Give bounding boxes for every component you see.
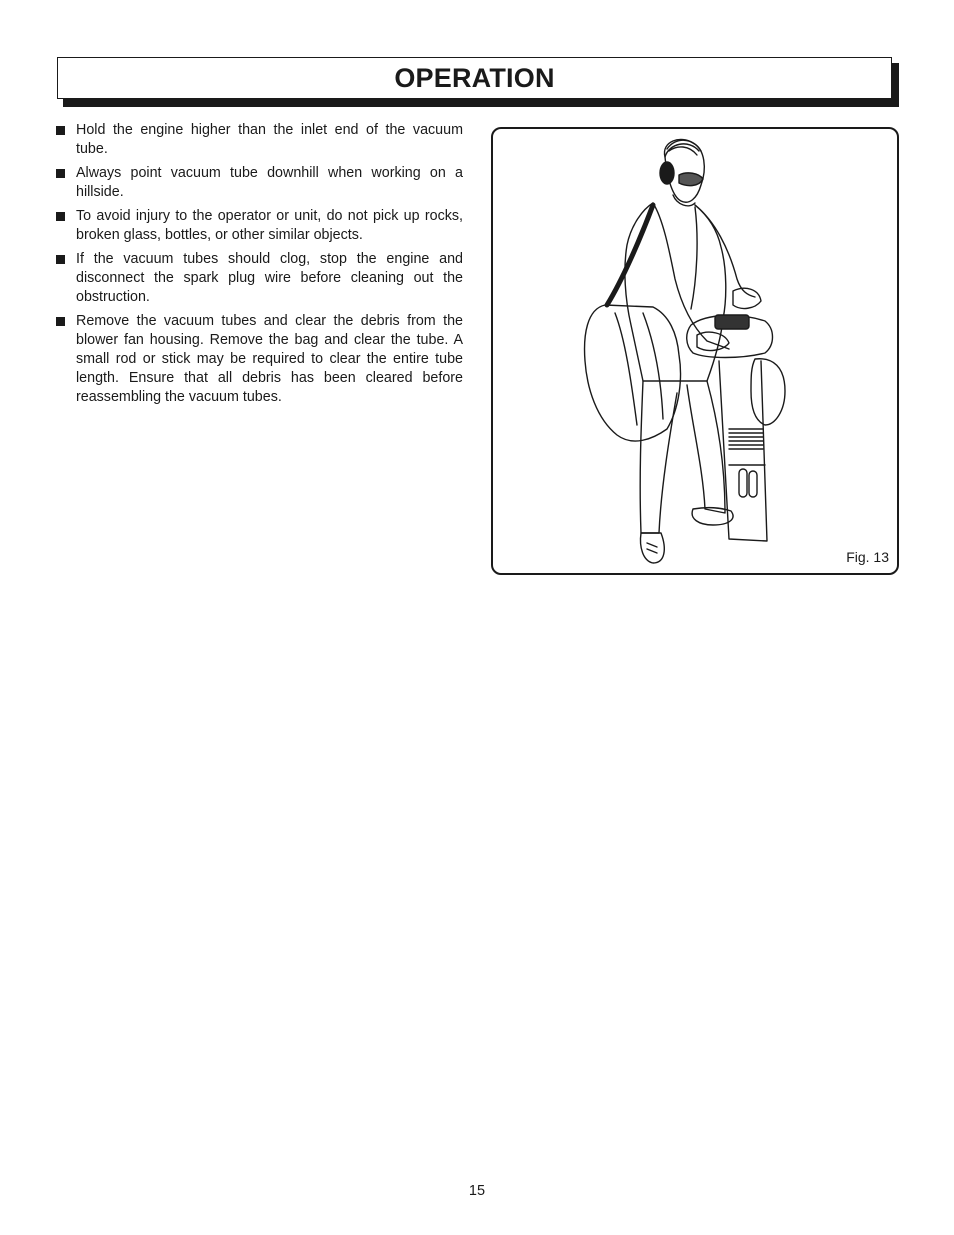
engine-fan	[751, 359, 785, 425]
debris-bag	[585, 305, 681, 441]
list-item-text: To avoid injury to the operator or unit, do not pick up rocks, broken glass, bottles, or other similar objects.	[76, 208, 463, 243]
list-item	[55, 250, 463, 307]
list-item	[55, 164, 463, 202]
figure-frame	[491, 127, 899, 575]
bullet-square-icon	[56, 255, 65, 264]
list-item	[55, 312, 463, 407]
list-item-text: Remove the vacuum tubes and clear the debris from the blower fan housing. Remove the bag and clear the tube. A small rod or stick may be required to clear the entire tube length. Ensure that all debris has been cleared before reassembling the vacuum tubes.	[76, 313, 463, 405]
list-item-text: Hold the engine higher than the inlet end of the vacuum tube.	[76, 122, 463, 157]
right-leg	[687, 381, 725, 513]
list-item-text: Always point vacuum tube downhill when working on a hillside.	[76, 165, 463, 200]
engine-top	[715, 315, 749, 329]
left-shoe	[641, 533, 665, 563]
list-item-text: If the vacuum tubes should clog, stop the engine and disconnect the spark plug wire before cleaning out the obstruction.	[76, 251, 463, 305]
page-number: 15	[468, 1183, 486, 1199]
bullet-square-icon	[56, 169, 65, 178]
page-title: OPERATION	[394, 62, 555, 93]
shoulder-strap	[607, 205, 653, 305]
goggles	[679, 173, 703, 186]
instruction-list	[55, 121, 463, 412]
bullet-square-icon	[56, 126, 65, 135]
list-item	[55, 207, 463, 245]
vacuum-tube	[719, 361, 767, 541]
figure-caption: Fig. 13	[846, 549, 889, 565]
left-leg	[640, 381, 677, 533]
ear-muff	[660, 162, 674, 184]
right-arm	[695, 205, 755, 297]
list-item	[55, 121, 463, 159]
operator-illustration	[493, 129, 897, 573]
title-banner	[57, 57, 892, 99]
torso	[625, 203, 726, 381]
bullet-square-icon	[56, 317, 65, 326]
right-hand	[733, 288, 761, 308]
bullet-square-icon	[56, 212, 65, 221]
